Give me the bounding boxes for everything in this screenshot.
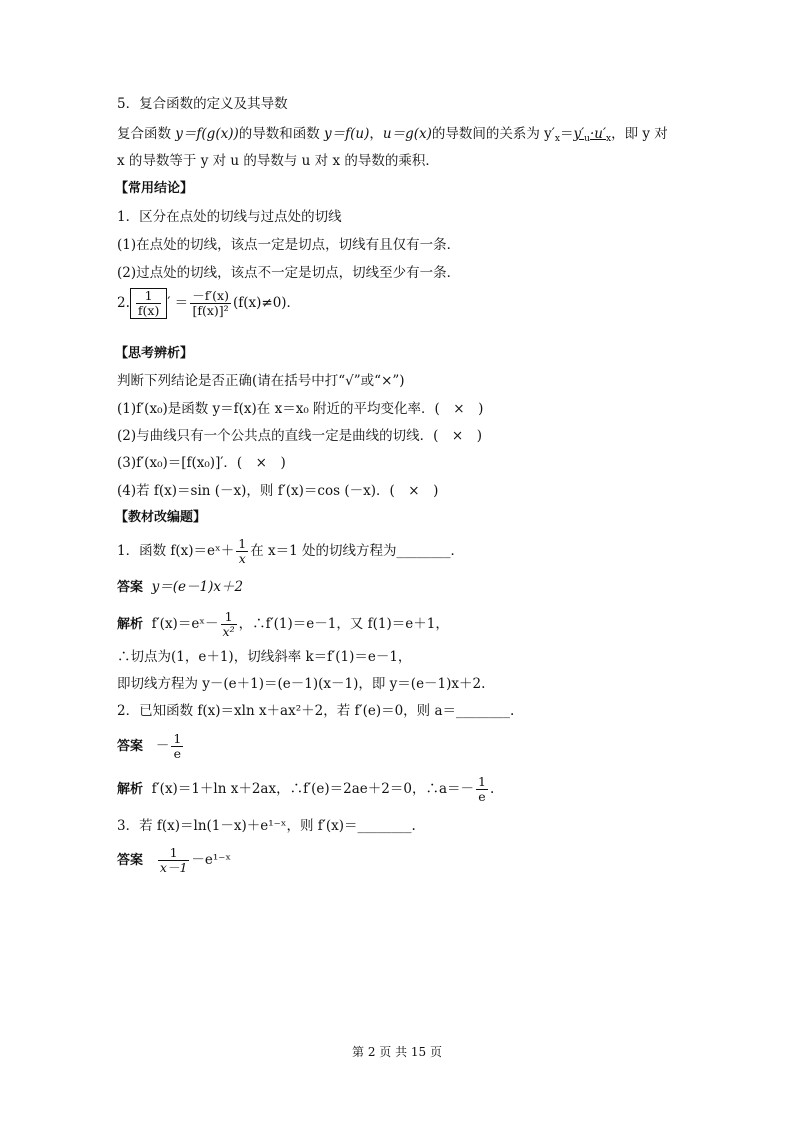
think-instruction: 判断下列结论是否正确(请在括号中打“√”或“×”) [117,373,405,389]
conclusion-1: 1．区分在点处的切线与过点处的切线 [117,209,342,225]
section-5-para-line2: x 的导数等于 y 对 u 的导数与 u 对 x 的导数的乘积． [117,153,439,169]
question-1: 1．函数 f(x)＝eˣ＋ $\frac{1}{x}$ 在 x＝1 处的切线方程为________． [117,536,464,566]
conclusion-1-1: (1)在点处的切线，该点一定是切点，切线有且仅有一条． [117,237,461,253]
solution-1-line1: 解析 f′(x)＝eˣ－ $\frac{1}{\text{x²}}$ ，∴f′(1)＝e－1，又 f(1)＝e＋1， [117,609,449,639]
fraction: $\frac{1}{x-1}$ [159,845,188,875]
fraction: $\frac{1}{e}$ [173,731,182,761]
page-footer: 第 2 页 共 15 页 [352,1045,442,1059]
fraction: $\frac{-f'(x)}{\text{[f(x)]²}}$ [192,288,229,318]
section-5-para-line1: 复合函数 y＝f(g(x))的导数和函数 y＝f(u)，u＝g(x)的导数间的关系为 $y'_x=y'_u\cdot u'_x$，即 y 对 [117,126,668,144]
solution-1-line3: 即切线方程为 y－(e＋1)＝(e－1)(x－1)，即 y＝(e－1)x＋2. [117,676,486,692]
answer-1: 答案 y＝(e－1)x＋2 [117,579,244,595]
think-item-1: (1)f′(x₀)是函数 y＝f(x)在 x＝x₀ 附近的平均变化率．( × ) [117,401,484,417]
think-item-3: (3)f′(x₀)＝[f(x₀)]′．( × ) [117,455,286,471]
solution-1-line2: ∴切点为(1，e＋1)，切线斜率 k＝f′(1)＝e－1， [117,649,412,665]
answer-3: 答案 $\frac{1}{x-1}$ －e¹⁻ˣ [117,845,232,875]
think-item-4: (4)若 f(x)＝sin (－x)，则 f′(x)＝cos (－x)．( × ) [117,483,439,499]
heading-think-analysis: 【思考辨析】 [115,346,194,361]
heading-textbook-problems: 【教材改编题】 [115,510,207,525]
solution-2: 解析 f′(x)＝1＋ln x＋2ax，∴f′(e)＝2ae＋2＝0，∴a＝－ $\frac{1}{e}$ . [117,774,495,804]
answer-2: 答案 － $\frac{1}{e}$ [117,731,182,761]
question-2: 2．已知函数 f(x)＝xln x＋ax²＋2，若 f′(e)＝0，则 a＝________. [117,703,515,719]
heading-common-conclusions: 【常用结论】 [115,181,194,196]
section-5-title: 5．复合函数的定义及其导数 [117,96,288,112]
question-3: 3．若 f(x)＝ln(1－x)＋e¹⁻ˣ，则 f′(x)＝________. [117,818,416,834]
chain-rule-underlined: $y'_u\cdot u'_x$ [573,126,612,144]
fraction: $\frac{1}{x}$ [238,536,247,566]
conclusion-1-2: (2)过点处的切线，该点不一定是切点，切线至少有一条． [117,265,461,281]
fraction: $\frac{1}{\text{x²}}$ [222,609,235,639]
conclusion-2-formula: 2. $\frac{1}{f(x)}$ ′ ＝ $\frac{-f'(x)}{\text{[f(x)]²}}$ (f(x)≠0)． [117,288,301,318]
fraction: $\frac{1}{f(x)}$ [137,288,160,318]
fraction: $\frac{1}{e}$ [478,774,486,804]
think-item-2: (2)与曲线只有一个公共点的直线一定是曲线的切线．( × ) [117,428,482,444]
